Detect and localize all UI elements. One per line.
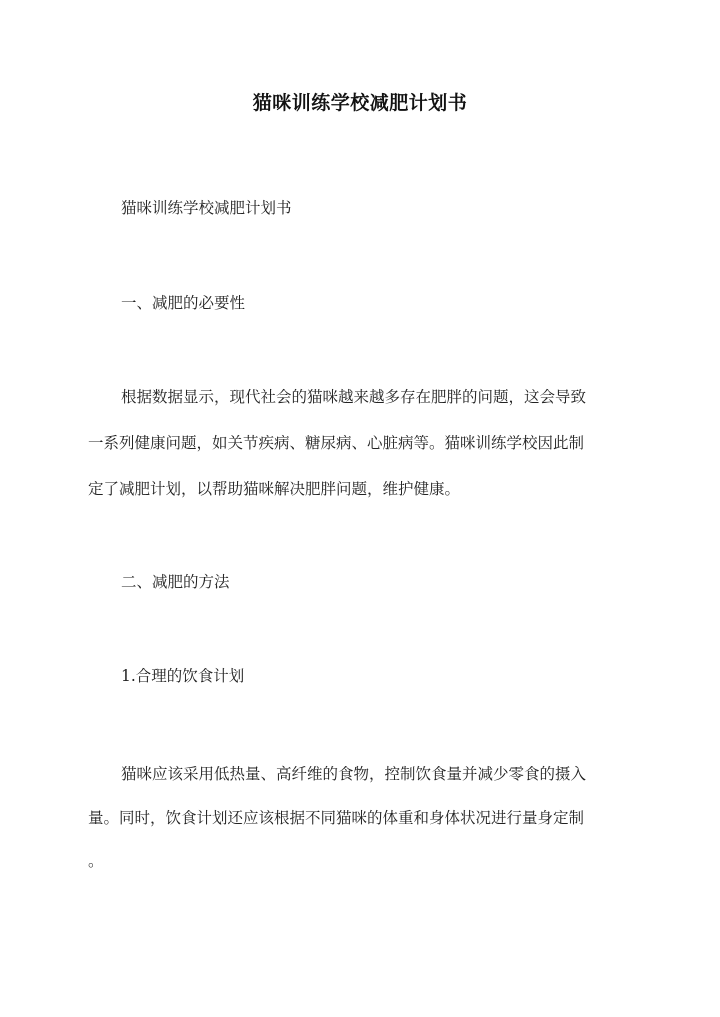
paragraph-line: 根据数据显示，现代社会的猫咪越来越多存在肥胖的问题，这会导致 [121,388,587,406]
paragraph-line: 量。同时，饮食计划还应该根据不同猫咪的体重和身体状况进行量身定制 [88,809,585,827]
section-heading-necessity: 一、减肥的必要性 [121,294,246,312]
document-title: 猫咪训练学校减肥计划书 [252,92,468,114]
paragraph-line: 一系列健康问题，如关节疾病、糖尿病、心脏病等。猫咪训练学校因此制 [88,434,585,452]
subsection-heading-diet: 1.合理的饮食计划 [121,667,245,685]
paragraph-line: 猫咪应该采用低热量、高纤维的食物，控制饮食量并减少零食的摄入 [121,765,587,783]
paragraph-line: 。 [88,852,104,870]
section-heading-methods: 二、减肥的方法 [121,573,230,591]
paragraph-line: 定了减肥计划，以帮助猫咪解决肥胖问题，维护健康。 [88,480,461,498]
document-subtitle: 猫咪训练学校减肥计划书 [121,199,292,217]
